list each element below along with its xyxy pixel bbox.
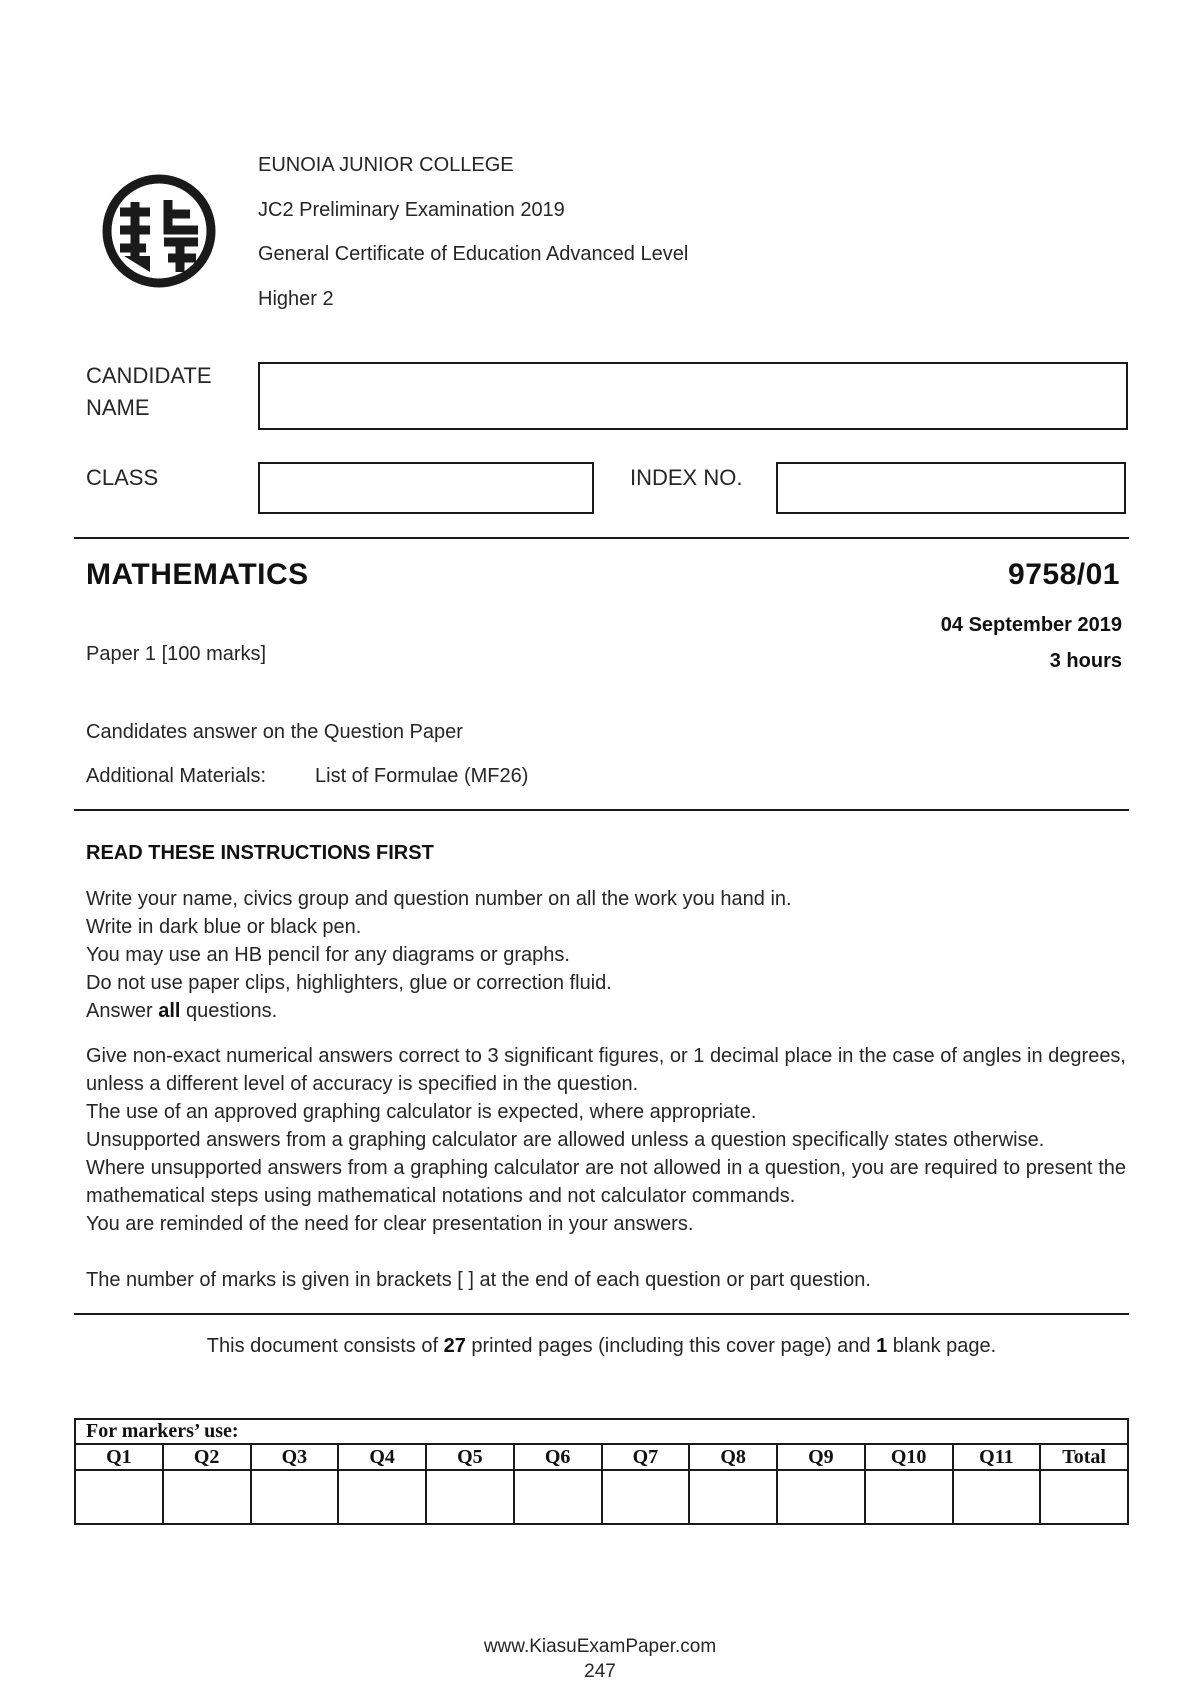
column-header: Q7: [602, 1444, 690, 1470]
instructions-list: [86, 885, 1126, 1025]
mark-entry-cell[interactable]: [602, 1470, 690, 1524]
college-crest-icon: [100, 172, 218, 290]
column-header: Q2: [163, 1444, 251, 1470]
markers-caption: For markers’ use:: [75, 1419, 1128, 1444]
mark-entry-cell[interactable]: [251, 1470, 339, 1524]
mark-entry-cell[interactable]: [163, 1470, 251, 1524]
instruction-paragraph: Unsupported answers from a graphing calculator are allowed unless a question specifically states otherwise.: [86, 1129, 1045, 1151]
mark-entry-cell[interactable]: [689, 1470, 777, 1524]
page-count: 27: [443, 1335, 466, 1357]
mark-entry-cell[interactable]: [865, 1470, 953, 1524]
instruction-line: You may use an HB pencil for any diagrams or graphs.: [86, 944, 570, 966]
footer-page-number: 247: [584, 1661, 616, 1682]
materials-label: Additional Materials:: [86, 765, 267, 787]
column-header: Q11: [953, 1444, 1041, 1470]
column-header: Q4: [338, 1444, 426, 1470]
mark-entry-cell[interactable]: [338, 1470, 426, 1524]
divider-1: [74, 537, 1129, 539]
instruction-line: Do not use paper clips, highlighters, glue or correction fluid.: [86, 972, 612, 994]
class-field[interactable]: [258, 462, 594, 514]
candidate-name-field[interactable]: [258, 362, 1128, 430]
column-header: Q8: [689, 1444, 777, 1470]
mark-entry-cell[interactable]: [777, 1470, 865, 1524]
certificate-name: General Certificate of Education Advanced Level: [258, 243, 689, 265]
instruction-paragraph: Where unsupported answers from a graphing calculator are not allowed in a question, you are required to present the mathematical steps using mathematical notations and not calculator commands.: [86, 1157, 1126, 1207]
column-header: Q10: [865, 1444, 953, 1470]
doc-info-middle: printed pages (including this cover page) and: [465, 1335, 877, 1357]
mark-entry-cell[interactable]: [514, 1470, 602, 1524]
markers-header-row: [75, 1444, 1128, 1470]
instructions-heading: READ THESE INSTRUCTIONS FIRST: [86, 842, 434, 864]
index-no-field[interactable]: [776, 462, 1126, 514]
answer-suffix: questions.: [180, 1000, 278, 1022]
candidate-label: [86, 360, 212, 424]
answer-bold: all: [158, 1000, 181, 1022]
column-header: Total: [1040, 1444, 1128, 1470]
instruction-paragraph: Give non-exact numerical answers correct to 3 significant figures, or 1 decimal place in the case of angles in degrees, unless a different level of accuracy is specified in the question.: [86, 1045, 1126, 1095]
mark-entry-cell[interactable]: [1040, 1470, 1128, 1524]
index-label: INDEX NO.: [630, 465, 743, 490]
blank-count: 1: [876, 1335, 888, 1357]
divider-2: [74, 809, 1129, 811]
doc-info-prefix: This document consists of: [206, 1335, 444, 1357]
instruction-paragraph: You are reminded of the need for clear presentation in your answers.: [86, 1213, 694, 1235]
paper-code: 9758/01: [1008, 558, 1120, 591]
paper-info: Paper 1 [100 marks]: [86, 643, 267, 665]
divider-3: [74, 1313, 1129, 1315]
column-header: Q6: [514, 1444, 602, 1470]
instruction-line: Write your name, civics group and question number on all the work you hand in.: [86, 888, 792, 910]
column-header: Q5: [426, 1444, 514, 1470]
answer-prefix: Answer: [86, 1000, 159, 1022]
candidate-label-line2: NAME: [86, 395, 150, 420]
instructions-paragraphs: [86, 1042, 1126, 1238]
markers-table: [74, 1418, 1129, 1525]
mark-entry-cell[interactable]: [426, 1470, 514, 1524]
exam-date: 04 September 2019: [940, 614, 1122, 636]
instruction-line: Write in dark blue or black pen.: [86, 916, 362, 938]
class-label: CLASS: [86, 465, 159, 490]
footer-website: www.KiasuExamPaper.com: [483, 1636, 717, 1657]
level-name: Higher 2: [258, 288, 334, 310]
candidate-label-line1: CANDIDATE: [86, 363, 212, 388]
instruction-paragraph: The use of an approved graphing calculator is expected, where appropriate.: [86, 1101, 757, 1123]
column-header: Q3: [251, 1444, 339, 1470]
column-header: Q1: [75, 1444, 163, 1470]
exam-name: JC2 Preliminary Examination 2019: [258, 199, 565, 221]
mark-entry-cell[interactable]: [953, 1470, 1041, 1524]
column-header: Q9: [777, 1444, 865, 1470]
answer-on-text: Candidates answer on the Question Paper: [86, 721, 463, 743]
exam-duration: 3 hours: [1049, 650, 1122, 672]
doc-info-suffix: blank page.: [887, 1335, 997, 1357]
markers-entry-row: [75, 1470, 1128, 1524]
mark-entry-cell[interactable]: [75, 1470, 163, 1524]
document-info: [74, 1332, 1129, 1360]
marks-note: The number of marks is given in brackets [ ] at the end of each question or part question.: [86, 1269, 871, 1291]
instruction-line: [86, 997, 1126, 1025]
subject-title: MATHEMATICS: [86, 558, 309, 591]
materials-value: List of Formulae (MF26): [315, 765, 529, 787]
college-name: EUNOIA JUNIOR COLLEGE: [258, 154, 514, 176]
